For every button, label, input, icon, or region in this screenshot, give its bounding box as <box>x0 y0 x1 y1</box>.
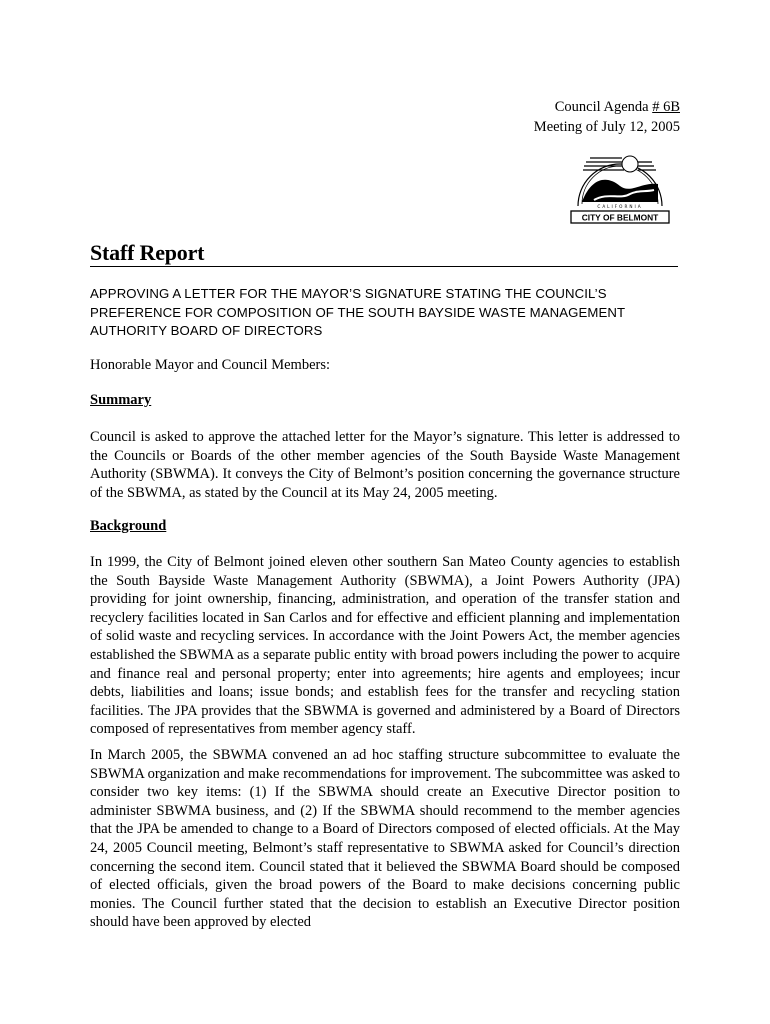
city-of-belmont-seal-icon <box>568 142 672 226</box>
background-paragraph-2: In March 2005, the SBWMA convened an ad hoc staffing structure subcommittee to evaluate the SBWMA organization and make recommendations for improvement. The subcommittee was asked to consider two key items: (1) If the SBWMA should create an Executive Director position to administer SBWMA business, and (2) If the SBWMA should recommend to the member agencies that the JPA be amended to change to a Board of Directors composed of elected officials. At the May 24, 2005 Council meeting, Belmont’s staff representative to SBWMA asked for Council’s direction concerning the second item. Council stated that it believed the SBWMA Board should be composed of elected officials, given the broad powers of the Board to make decisions concerning public monies. The Council further stated that the decision to establish an Executive Director position should have been approved by elected <box>90 747 680 931</box>
seal-state-text: CALIFORNIA <box>597 204 643 209</box>
report-subject: APPROVING A LETTER FOR THE MAYOR’S SIGNATURE STATING THE COUNCIL’S PREFERENCE FOR COMPOSITION OF THE SOUTH BAYSIDE WASTE MANAGEMENT AUTHORITY BOARD OF DIRECTORS <box>90 286 625 338</box>
summary-paragraph: Council is asked to approve the attached letter for the Mayor’s signature. This letter is addressed to the Councils or Boards of the other member agencies of the South Bayside Waste Management Authority (SBWMA). It conveys the City of Belmont’s position concerning the governance structure of the SBWMA, as stated by the Council at its May 24, 2005 meeting. <box>90 429 680 501</box>
background-paragraph-1: In 1999, the City of Belmont joined eleven other southern San Mateo County agencies to establish the South Bayside Waste Management Authority (SBWMA), a Joint Powers Authority (JPA) providing for joint ownership, financing, administration, and operation of the transfer station and recyclery facilities located in San Carlos and for effective and efficient planning and implementation of solid waste and recycling services. In accordance with the Joint Powers Act, the member agencies established the SBWMA as a separate public entity with broad powers including the power to acquire and finance real and personal property; enter into agreements; hire agents and employees; incur debts, liabilities and loans; issue bonds; and establish fees for the transfer and recycling station facilities. The JPA provides that the SBWMA is governed and administered by a Board of Directors composed of representatives from member agency staff. <box>90 554 680 738</box>
agenda-block <box>534 97 680 137</box>
background-heading: Background <box>90 518 167 534</box>
agenda-line <box>534 97 680 117</box>
salutation: Honorable Mayor and Council Members: <box>90 357 331 373</box>
report-title: Staff Report <box>90 240 678 267</box>
meeting-date: Meeting of July 12, 2005 <box>533 119 680 135</box>
seal-city-text: CITY OF BELMONT <box>581 212 659 223</box>
agenda-number: # 6B <box>652 99 680 115</box>
summary-heading: Summary <box>90 392 152 408</box>
agenda-label: Council Agenda <box>554 99 653 115</box>
